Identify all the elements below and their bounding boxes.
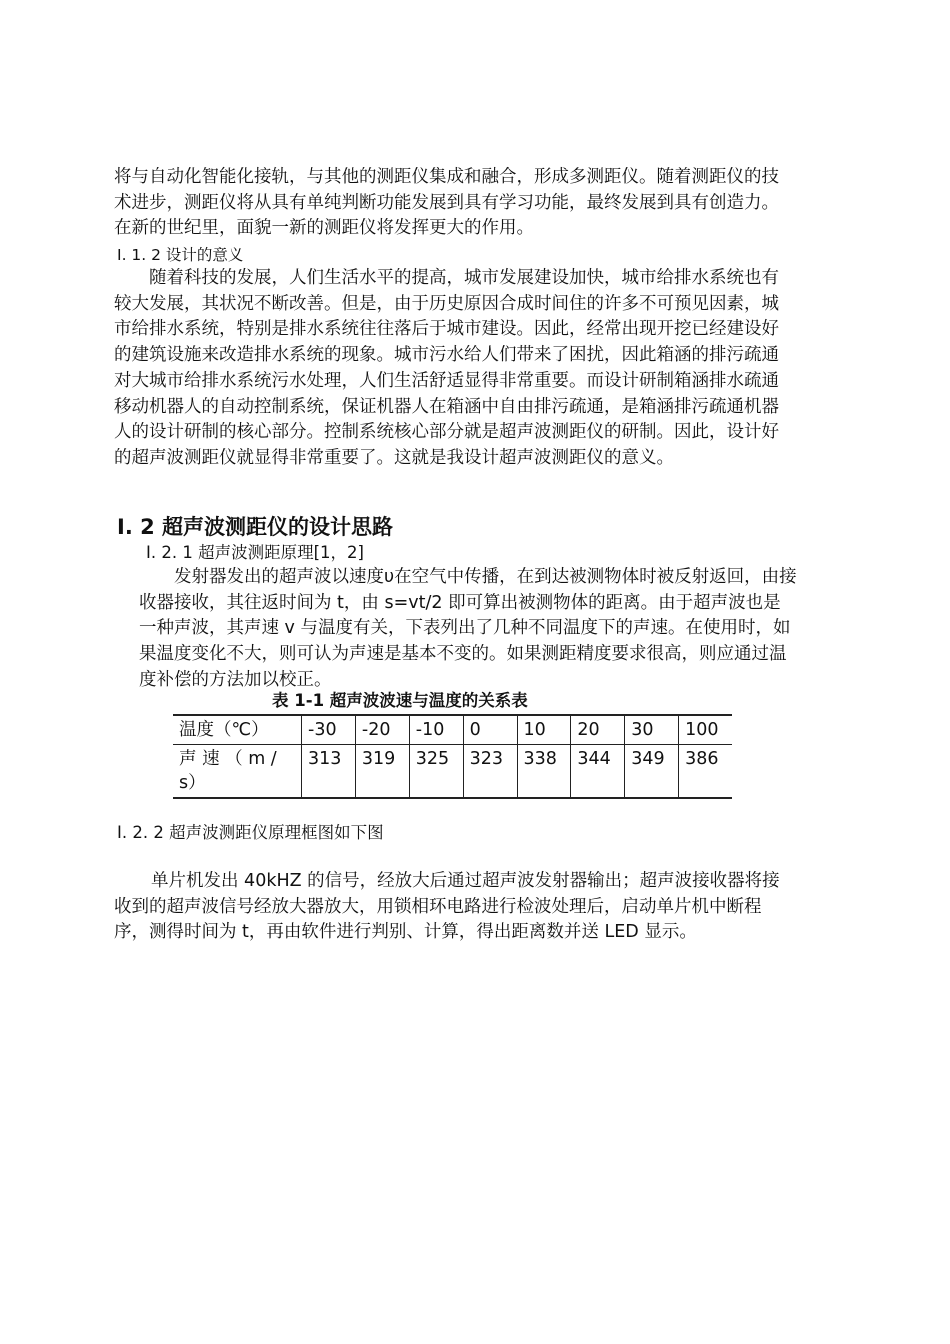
table-cell: 386 (679, 745, 732, 799)
table-cell: 313 (302, 745, 356, 799)
speed-temperature-table (173, 714, 732, 799)
table-cell: 30 (625, 715, 679, 745)
section-1-2-2-body: 单片机发出 40kHZ 的信号，经放大后通过超声波发射器输出；超声波接收器将接收到的超声波信号经放大器放大，用锁相环电路进行检波处理后，启动单片机中断程序，测得时间为 t，再由软件进行判别、计算，得出距离数并送 LED 显示。 (114, 871, 780, 943)
table-cell: -30 (302, 715, 356, 745)
table-cell: 0 (463, 715, 517, 745)
table-cell: 323 (463, 745, 517, 799)
table-row-speed (173, 745, 732, 799)
table-cell: 344 (571, 745, 625, 799)
table-cell: 325 (409, 745, 463, 799)
table-row-temperature (173, 715, 732, 745)
table-cell: 20 (571, 715, 625, 745)
section-1-2-heading: Ⅰ. 2 超声波测距仪的设计思路 (117, 515, 394, 539)
table-cell: 319 (355, 745, 409, 799)
table-cell: 10 (517, 715, 571, 745)
table-cell: -20 (355, 715, 409, 745)
table-cell: 349 (625, 745, 679, 799)
section-1-2-1-heading: Ⅰ. 2. 1 超声波测距原理[1，2] (146, 543, 364, 562)
table-cell: 338 (517, 745, 571, 799)
row-header-speed: 声 速 （ m / s） (173, 745, 302, 799)
table-cell: 100 (679, 715, 732, 745)
intro-paragraph: 将与自动化智能化接轨，与其他的测距仪集成和融合，形成多测距仪。随着测距仪的技术进步，测距仪将从具有单纯判断功能发展到具有学习功能，最终发展到具有创造力。在新的世纪里，面貌一新的测距仪将发挥更大的作用。 (114, 167, 779, 239)
section-1-2-1-body: 发射器发出的超声波以速度υ在空气中传播，在到达被测物体时被反射返回，由接收器接收，其往返时间为 t，由 s=vt/2 即可算出被测物体的距离。由于超声波也是一种声波，其声速 v 与温度有关，下表列出了几种不同温度下的声速。在使用时，如果温度变化不大，则可认为声速是基本不变的。如果测距精度要求很高，则应通过温度补偿的方法加以校正。 (139, 567, 797, 690)
row-header-temperature: 温度（℃） (173, 715, 302, 745)
table-cell: -10 (409, 715, 463, 745)
section-1-1-2-heading: Ⅰ. 1. 2 设计的意义 (117, 246, 244, 264)
table-caption: 表 1-1 超声波波速与温度的关系表 (272, 691, 528, 710)
section-1-1-2-body: 随着科技的发展，人们生活水平的提高，城市发展建设加快，城市给排水系统也有较大发展，其状况不断改善。但是，由于历史原因合成时间住的许多不可预见因素，城市给排水系统，特别是排水系统往往落后于城市建设。因此，经常出现开挖已经建设好的建筑设施来改造排水系统的现象。城市污水给人们带来了困扰，因此箱涵的排污疏通对大城市给排水系统污水处理，人们生活舒适显得非常重要。而设计研制箱涵排水疏通移动机器人的自动控制系统，保证机器人在箱涵中自由排污疏通，是箱涵排污疏通机器人的设计研制的核心部分。控制系统核心部分就是超声波测距仪的研制。因此，设计好的超声波测距仪就显得非常重要了。这就是我设计超声波测距仪的意义。 (114, 268, 779, 468)
section-1-2-2-heading: Ⅰ. 2. 2 超声波测距仪原理框图如下图 (117, 823, 384, 842)
